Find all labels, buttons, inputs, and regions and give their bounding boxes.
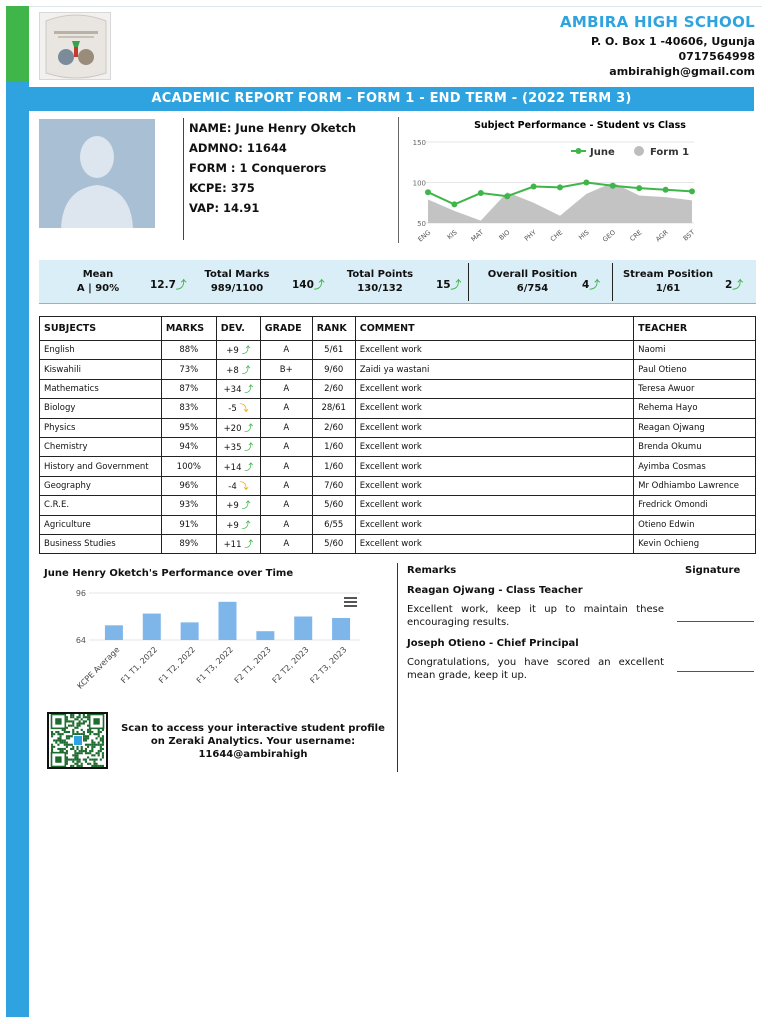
cell-dev xyxy=(216,515,260,534)
cell-subject: Mathematics xyxy=(40,379,162,398)
cell-teacher: Reagan Ojwang xyxy=(634,418,756,437)
student-info xyxy=(183,118,393,240)
x-tick-label: KCPE Average xyxy=(75,645,122,691)
stat-total-points xyxy=(322,260,466,304)
header-comment: COMMENT xyxy=(355,317,633,341)
cell-subject: History and Government xyxy=(40,457,162,476)
dev-value: -5 xyxy=(228,404,237,415)
stat-total-marks xyxy=(179,260,325,304)
performance-chart-svg xyxy=(40,582,370,700)
bar xyxy=(332,618,350,640)
x-tick-label: KIS xyxy=(445,228,459,242)
cell-teacher: Kevin Ochieng xyxy=(634,534,756,553)
stat-value: 130/132 xyxy=(357,283,403,294)
stat-dev xyxy=(725,277,743,292)
cell-dev xyxy=(216,379,260,398)
cell-marks: 87% xyxy=(161,379,216,398)
header-marks: MARKS xyxy=(161,317,216,341)
header-dev: DEV. xyxy=(216,317,260,341)
chart-title: Subject Performance - Student vs Class xyxy=(474,120,686,131)
table-header-row xyxy=(40,317,756,341)
stat-dev xyxy=(582,277,600,292)
cell-subject: Geography xyxy=(40,476,162,495)
cell-teacher: Rehema Hayo xyxy=(634,399,756,418)
cell-comment: Excellent work xyxy=(355,418,633,437)
performance-chart xyxy=(40,582,370,700)
marks-body xyxy=(40,341,756,554)
student-vap: VAP: 14.91 xyxy=(189,201,260,215)
student-point xyxy=(425,189,431,195)
stat-label: Mean xyxy=(82,269,114,280)
qr-code[interactable] xyxy=(47,712,108,769)
subject-chart-svg xyxy=(399,117,761,243)
student-point xyxy=(663,187,669,193)
arrow-up-icon: ⤴ xyxy=(241,384,253,395)
cell-comment: Excellent work xyxy=(355,437,633,456)
y-tick-label: 50 xyxy=(417,220,426,228)
cell-rank: 2/60 xyxy=(312,379,355,398)
table-row xyxy=(40,534,756,553)
cell-rank: 6/55 xyxy=(312,515,355,534)
cell-comment: Excellent work xyxy=(355,399,633,418)
student-point xyxy=(636,185,642,191)
stat-overall-position xyxy=(469,260,612,304)
arrow-up-icon: ⤴ xyxy=(238,520,251,531)
cell-teacher: Teresa Awuor xyxy=(634,379,756,398)
x-tick-label: F2 T1, 2023 xyxy=(232,645,273,686)
arrow-up-icon: ⤴ xyxy=(238,501,251,512)
header-rank: RANK xyxy=(312,317,355,341)
stat-label: Overall Position xyxy=(487,269,578,280)
school-email: ambirahigh@gmail.com xyxy=(609,65,755,78)
student-kcpe: KCPE: 375 xyxy=(189,181,255,195)
stat-value: 989/1100 xyxy=(210,283,264,294)
bar xyxy=(256,631,274,640)
header-subjects: SUBJECTS xyxy=(40,317,162,341)
arrow-up-icon: ⤴ xyxy=(589,279,600,291)
stat-mean xyxy=(39,260,187,304)
cell-comment: Excellent work xyxy=(355,496,633,515)
cell-teacher: Mr Odhiambo Lawrence xyxy=(634,476,756,495)
stat-value: A | 90% xyxy=(76,283,120,294)
cell-teacher: Ayimba Cosmas xyxy=(634,457,756,476)
y-tick-label: 150 xyxy=(412,139,426,147)
cell-grade: A xyxy=(260,534,312,553)
school-logo xyxy=(39,12,111,80)
cell-grade: A xyxy=(260,418,312,437)
stat-stream-position xyxy=(613,260,756,304)
x-tick-label: F1 T3, 2022 xyxy=(194,645,235,686)
cell-dev xyxy=(216,534,260,553)
arrow-up-icon: ⤴ xyxy=(238,346,251,357)
student-point xyxy=(531,184,537,190)
cell-comment: Zaidi ya wastani xyxy=(355,360,633,379)
stat-dev-value: 4 xyxy=(582,279,590,291)
y-tick-label: 96 xyxy=(75,589,86,598)
stat-dev xyxy=(292,277,324,292)
cell-marks: 89% xyxy=(161,534,216,553)
school-name: AMBIRA HIGH SCHOOL xyxy=(560,13,755,31)
cell-rank: 5/60 xyxy=(312,496,355,515)
header-teacher: TEACHER xyxy=(634,317,756,341)
y-tick-label: 64 xyxy=(75,636,86,645)
cell-subject: English xyxy=(40,341,162,360)
cell-rank: 5/61 xyxy=(312,341,355,360)
arrow-up-icon: ⤴ xyxy=(450,279,462,291)
cell-dev xyxy=(216,496,260,515)
cell-marks: 100% xyxy=(161,457,216,476)
x-tick-label: F2 T2, 2023 xyxy=(270,645,311,686)
x-tick-label: F2 T3, 2023 xyxy=(308,645,349,686)
x-tick-label: BST xyxy=(681,228,697,243)
cell-subject: Physics xyxy=(40,418,162,437)
cell-marks: 88% xyxy=(161,341,216,360)
cell-marks: 93% xyxy=(161,496,216,515)
stat-value: 1/61 xyxy=(655,283,681,294)
principal-remark: Congratulations, you have scored an excellent mean grade, keep it up. xyxy=(407,657,664,681)
dev-value: +34 xyxy=(223,384,242,395)
arrow-up-icon: ⤴ xyxy=(238,365,251,376)
arrow-up-icon: ⤴ xyxy=(175,279,187,291)
cell-teacher: Otieno Edwin xyxy=(634,515,756,534)
cell-comment: Excellent work xyxy=(355,515,633,534)
cell-subject: Kiswahili xyxy=(40,360,162,379)
stripe-blue xyxy=(6,82,29,1017)
school-phone: 0717564998 xyxy=(678,50,755,63)
stat-dev-value: 2 xyxy=(725,279,733,291)
arrow-up-icon: ⤴ xyxy=(732,279,743,291)
cell-comment: Excellent work xyxy=(355,379,633,398)
remarks-title: Remarks xyxy=(407,565,457,576)
arrow-up-icon: ⤴ xyxy=(241,462,253,473)
dev-value: +8 xyxy=(226,365,239,376)
x-tick-label: F1 T2, 2022 xyxy=(156,645,198,686)
stat-label: Stream Position xyxy=(622,269,714,280)
x-tick-label: F1 T1, 2022 xyxy=(119,645,160,686)
table-row xyxy=(40,515,756,534)
cell-dev xyxy=(216,341,260,360)
cell-comment: Excellent work xyxy=(355,457,633,476)
cell-grade: B+ xyxy=(260,360,312,379)
cell-dev xyxy=(216,399,260,418)
report-banner: ACADEMIC REPORT FORM - FORM 1 - END TERM - (2022 TERM 3) xyxy=(29,87,754,111)
stats-bar xyxy=(39,260,756,304)
cell-rank: 5/60 xyxy=(312,534,355,553)
table-row xyxy=(40,399,756,418)
cell-subject: C.R.E. xyxy=(40,496,162,515)
table-row xyxy=(40,496,756,515)
table-row xyxy=(40,437,756,456)
cell-marks: 94% xyxy=(161,437,216,456)
student-point xyxy=(689,188,695,194)
cell-dev xyxy=(216,457,260,476)
cell-grade: A xyxy=(260,457,312,476)
cell-grade: A xyxy=(260,476,312,495)
student-point xyxy=(610,183,616,189)
x-tick-label: PHY xyxy=(522,228,538,243)
cell-grade: A xyxy=(260,379,312,398)
student-point xyxy=(583,180,589,186)
legend-dot-icon xyxy=(634,146,644,156)
table-row xyxy=(40,341,756,360)
dev-value: +9 xyxy=(226,501,239,512)
class-teacher-remark: Excellent work, keep it up to maintain these encouraging results. xyxy=(407,604,664,628)
qr-instructions: Scan to access your interactive student profile on Zeraki Analytics. Your username: 11644@ambirahigh xyxy=(121,723,385,760)
student-name: NAME: June Henry Oketch xyxy=(189,121,357,135)
table-row xyxy=(40,418,756,437)
cell-subject: Biology xyxy=(40,399,162,418)
cell-subject: Business Studies xyxy=(40,534,162,553)
dev-value: +20 xyxy=(223,423,242,434)
chart-menu-icon[interactable] xyxy=(344,597,357,607)
stripe-green xyxy=(6,6,29,82)
bar xyxy=(105,625,123,640)
table-row xyxy=(40,476,756,495)
bar xyxy=(219,602,237,640)
x-tick-label: ENG xyxy=(416,228,433,243)
x-tick-label: MAT xyxy=(469,228,486,243)
y-tick-label: 100 xyxy=(412,179,426,188)
stat-dev-value: 140 xyxy=(292,279,314,291)
student-point xyxy=(557,184,563,190)
cell-grade: A xyxy=(260,496,312,515)
cell-rank: 2/60 xyxy=(312,418,355,437)
legend-dot-icon xyxy=(576,148,582,154)
student-admno: ADMNO: 11644 xyxy=(189,141,287,155)
school-address: P. O. Box 1 -40606, Ugunja xyxy=(590,35,755,48)
cell-marks: 83% xyxy=(161,399,216,418)
dev-value: +9 xyxy=(226,520,239,531)
stat-dev xyxy=(436,277,461,292)
legend-label: Form 1 xyxy=(650,147,690,158)
cell-grade: A xyxy=(260,437,312,456)
student-photo xyxy=(39,119,155,228)
cell-marks: 91% xyxy=(161,515,216,534)
cell-subject: Agriculture xyxy=(40,515,162,534)
bar xyxy=(143,614,161,640)
table-row xyxy=(40,457,756,476)
student-point xyxy=(478,190,484,196)
cell-comment: Excellent work xyxy=(355,476,633,495)
table-row xyxy=(40,360,756,379)
cell-teacher: Fredrick Omondi xyxy=(634,496,756,515)
arrow-down-icon: ⤵ xyxy=(236,404,249,415)
header-grade: GRADE xyxy=(260,317,312,341)
subject-performance-chart xyxy=(398,117,760,243)
arrow-up-icon: ⤴ xyxy=(241,443,253,454)
cell-grade: A xyxy=(260,515,312,534)
dev-value: +11 xyxy=(223,540,242,551)
cell-rank: 7/60 xyxy=(312,476,355,495)
cell-dev xyxy=(216,437,260,456)
stat-label: Total Marks xyxy=(204,269,270,280)
student-point xyxy=(504,193,510,199)
cell-comment: Excellent work xyxy=(355,341,633,360)
bar xyxy=(294,617,312,641)
cell-teacher: Paul Otieno xyxy=(634,360,756,379)
cell-teacher: Brenda Okumu xyxy=(634,437,756,456)
dev-value: +9 xyxy=(226,346,239,357)
arrow-down-icon: ⤵ xyxy=(236,481,249,492)
cell-rank: 1/60 xyxy=(312,457,355,476)
cell-marks: 96% xyxy=(161,476,216,495)
x-tick-label: GEO xyxy=(601,228,618,243)
cell-marks: 95% xyxy=(161,418,216,437)
dev-value: -4 xyxy=(228,481,237,492)
cell-rank: 28/61 xyxy=(312,399,355,418)
cell-grade: A xyxy=(260,399,312,418)
table-row xyxy=(40,379,756,398)
top-rule xyxy=(29,6,762,7)
bar xyxy=(181,622,199,640)
qr-code-icon xyxy=(49,714,106,767)
principal-name: Joseph Otieno - Chief Principal xyxy=(407,638,579,649)
cell-rank: 1/60 xyxy=(312,437,355,456)
cell-teacher: Naomi xyxy=(634,341,756,360)
x-tick-label: HIS xyxy=(577,228,591,242)
x-tick-label: AGR xyxy=(654,228,670,243)
cell-grade: A xyxy=(260,341,312,360)
cell-rank: 9/60 xyxy=(312,360,355,379)
cell-dev xyxy=(216,360,260,379)
x-tick-label: CRE xyxy=(628,228,644,243)
dev-value: +35 xyxy=(223,443,242,454)
stat-label: Total Points xyxy=(346,269,414,280)
performance-chart-title: June Henry Oketch's Performance over Time xyxy=(44,568,294,579)
student-point xyxy=(451,201,457,207)
class-teacher-name: Reagan Ojwang - Class Teacher xyxy=(407,585,583,596)
signature-title: Signature xyxy=(685,565,741,576)
cell-subject: Chemistry xyxy=(40,437,162,456)
student-form: FORM : 1 Conquerors xyxy=(189,161,327,175)
cell-marks: 73% xyxy=(161,360,216,379)
stat-dev-value: 15 xyxy=(436,279,451,291)
x-tick-label: CHE xyxy=(548,228,565,243)
dev-value: +14 xyxy=(223,462,242,473)
legend-label: June xyxy=(590,147,615,158)
arrow-up-icon: ⤴ xyxy=(313,279,325,291)
class-teacher-signature-line xyxy=(677,621,754,622)
cell-dev xyxy=(216,476,260,495)
x-tick-label: BIO xyxy=(497,228,512,242)
cell-comment: Excellent work xyxy=(355,534,633,553)
stat-dev-value: 12.7 xyxy=(150,279,176,291)
cell-dev xyxy=(216,418,260,437)
principal-signature-line xyxy=(677,671,754,672)
arrow-up-icon: ⤴ xyxy=(241,423,253,434)
stat-value: 6/754 xyxy=(516,283,549,294)
arrow-up-icon: ⤴ xyxy=(241,540,253,551)
section-separator xyxy=(397,563,398,772)
marks-table xyxy=(39,316,756,554)
